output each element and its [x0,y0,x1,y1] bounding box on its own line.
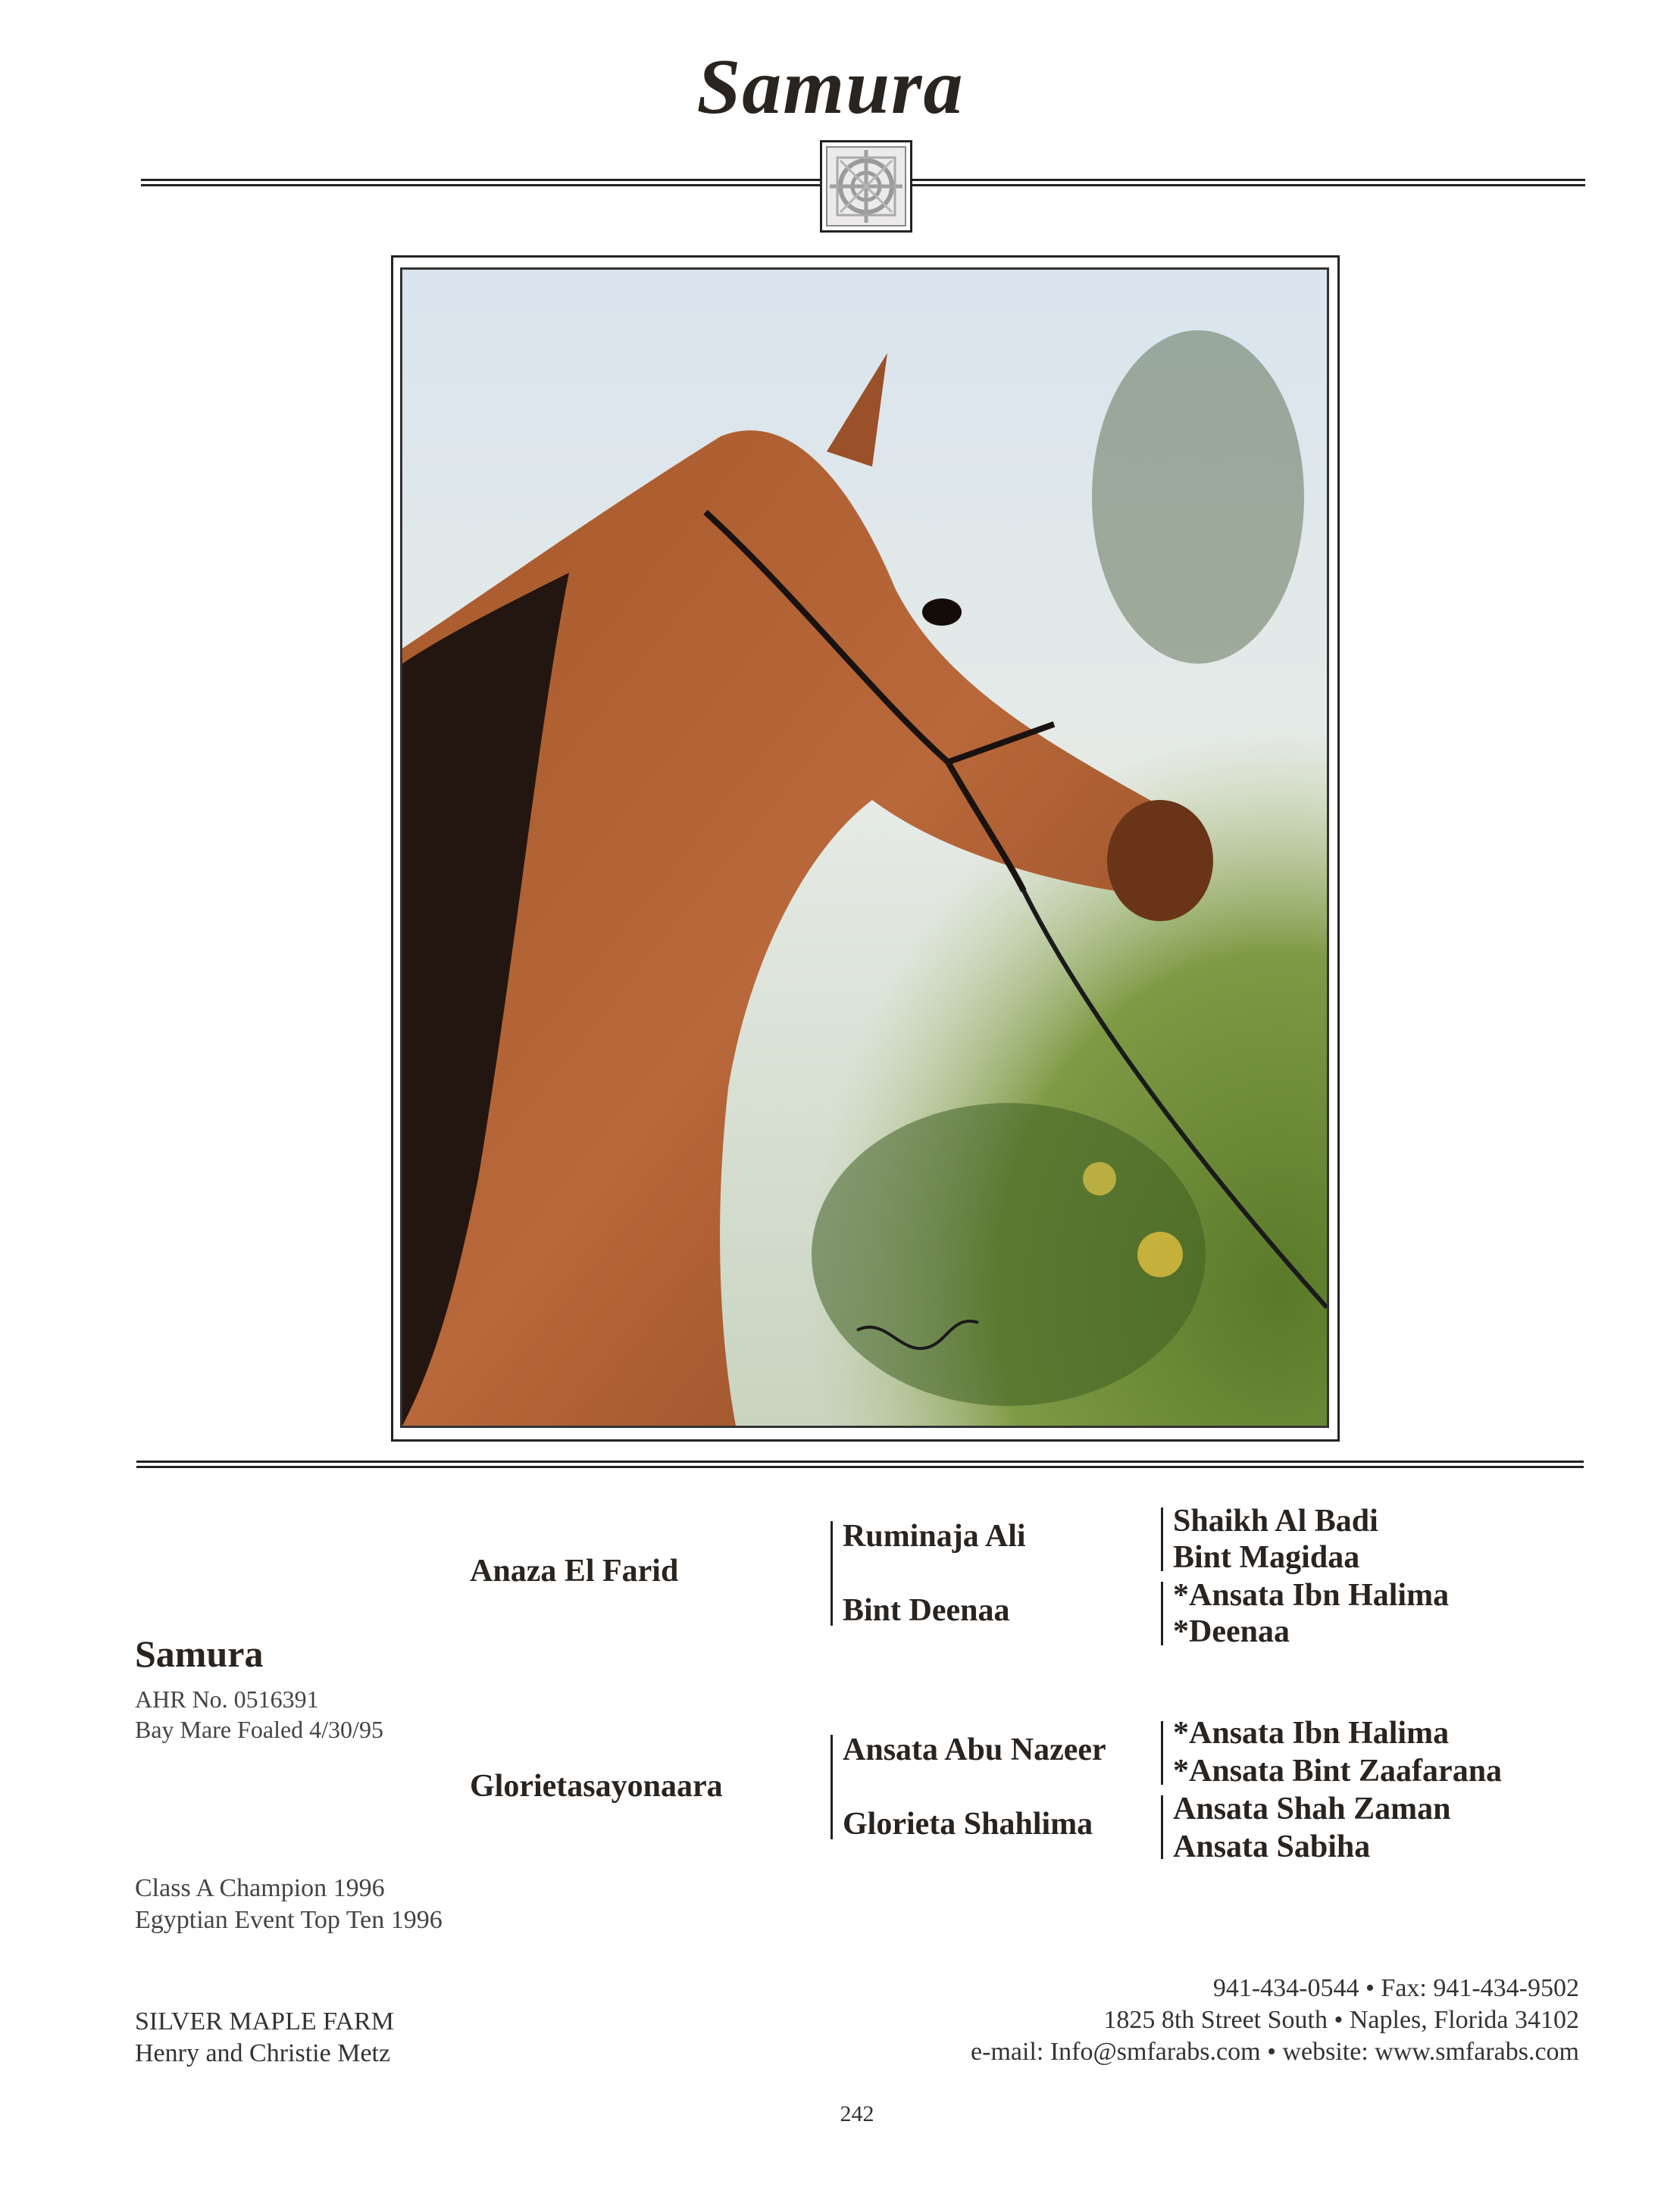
contact-phone: 941-434-0544 • Fax: 941-434-9502 [1212,1974,1579,2002]
pedigree-g3-8: Ansata Sabiha [1173,1829,1371,1864]
contact-web: e-mail: Info@smfarabs.com • website: www.smfarabs.com [971,2038,1579,2066]
pedigree-dam-sire: Ansata Abu Nazeer [843,1732,1106,1767]
pedigree-g3-7: Ansata Shah Zaman [1173,1792,1451,1826]
pedigree-dam-dam: Glorieta Shahlima [843,1807,1093,1842]
pedigree-sire-dam: Bint Deenaa [843,1593,1010,1628]
pedigree-g3-5: *Ansata Ibn Halima [1173,1716,1450,1751]
registration-number: AHR No. 0516391 [135,1686,319,1713]
farm-name: SILVER MAPLE FARM [135,2007,394,2035]
bracket-g3-4 [1161,1795,1163,1859]
celtic-knot-emblem-icon [820,140,912,233]
bottom-rule [136,1461,1584,1468]
pedigree-g3-2: Bint Magidaa [1173,1540,1360,1575]
horse-name: Samura [135,1632,264,1675]
award-2: Egyptian Event Top Ten 1996 [135,1906,443,1934]
top-rule-left [141,179,820,186]
contact-address: 1825 8th Street South • Naples, Florida 34102 [1103,2006,1579,2034]
bracket-sire-line [830,1521,833,1626]
page-title: Samura [696,43,965,130]
page-number: 242 [840,2101,874,2126]
pedigree-sire: Anaza El Farid [470,1554,679,1589]
pedigree-g3-1: Shaikh Al Badi [1173,1504,1378,1539]
pedigree-g3-3: *Ansata Ibn Halima [1173,1578,1450,1613]
award-1: Class A Champion 1996 [135,1874,385,1902]
horse-portrait-photo [400,267,1329,1428]
bracket-dam-line [830,1735,833,1839]
farm-owners: Henry and Christie Metz [135,2039,391,2067]
bracket-g3-3 [1161,1721,1163,1785]
pedigree-sire-sire: Ruminaja Ali [843,1519,1026,1554]
pedigree-g3-6: *Ansata Bint Zaafarana [1173,1754,1503,1789]
bracket-g3-1 [1161,1507,1163,1571]
pedigree-dam: Glorietasayonaara [470,1769,723,1804]
pedigree-g3-4: *Deenaa [1173,1614,1290,1649]
bracket-g3-2 [1161,1582,1163,1645]
top-rule-right [912,179,1585,186]
horse-description: Bay Mare Foaled 4/30/95 [135,1716,383,1743]
